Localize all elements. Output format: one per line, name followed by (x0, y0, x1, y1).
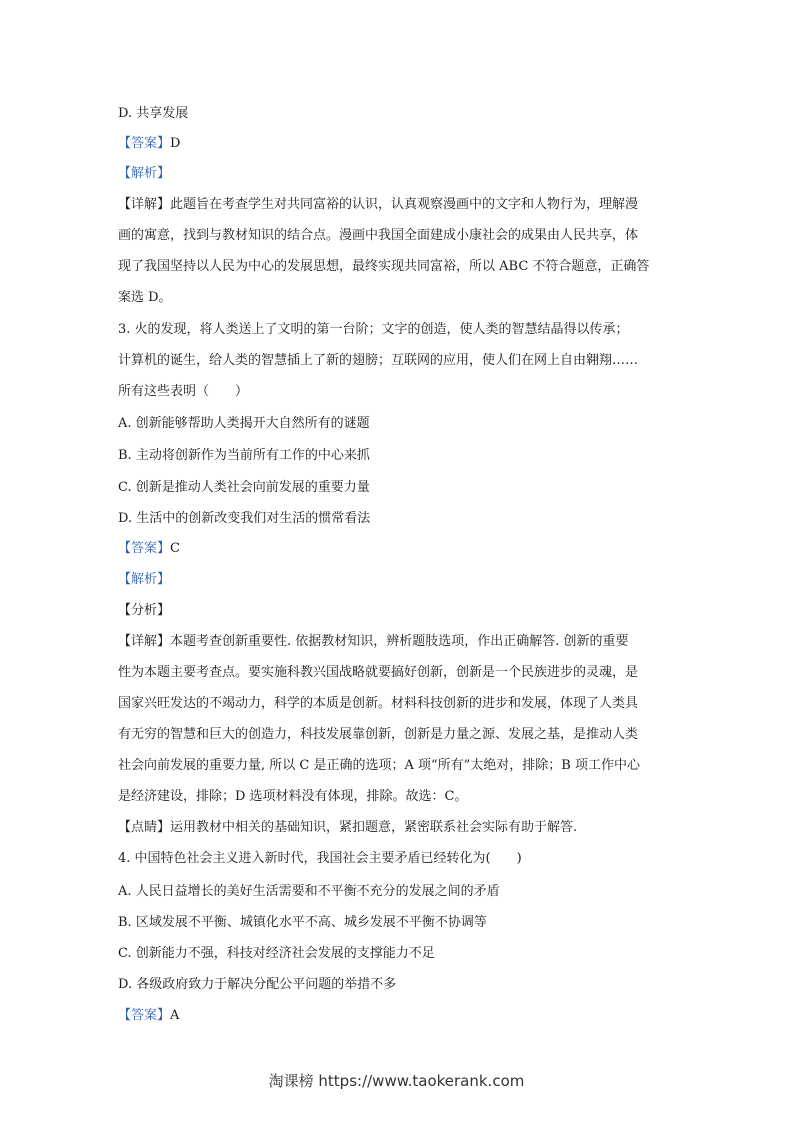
q4-option-a: A. 人民日益增长的美好生活需要和不平衡不充分的发展之间的矛盾 (118, 884, 500, 899)
q3-option-c: C. 创新是推动人类社会向前发展的重要力量 (118, 480, 370, 495)
answer-value: D (170, 136, 181, 151)
q3-option-b: B. 主动将创新作为当前所有工作的中心来抓 (118, 448, 370, 463)
q3-detail-line-4: 有无穷的智慧和巨大的创造力，科技发展靠创新，创新是力量之源、发展之基，是推动人类 (118, 727, 639, 742)
q3-answer (118, 539, 180, 559)
q3-fenxi-tag: 【分析】 (118, 603, 171, 618)
q3-detail-line-6: 是经济建设，排除；D 选项材料没有体现，排除。故选：C。 (118, 789, 468, 804)
answer-value: A (170, 1008, 180, 1023)
q3-analysis-tag: 【解析】 (118, 572, 171, 587)
q3-stem-line-1: 3. 火的发现，将人类送上了文明的第一台阶；文字的创造，使人类的智慧结晶得以传承； (118, 322, 629, 337)
answer-tag: 【答案】 (118, 1008, 171, 1023)
answer-tag: 【答案】 (118, 541, 171, 556)
q2-option-d: D. 共享发展 (118, 106, 189, 121)
q3-stem-line-3: 所有这些表明（ ） (118, 384, 249, 399)
q4-answer (118, 1006, 179, 1026)
q4-option-d: D. 各级政府致力于解决分配公平问题的举措不多 (118, 977, 397, 992)
q2-answer (118, 134, 180, 154)
dianjing-tag: 【点睛】 (118, 820, 171, 835)
q2-detail-line-3: 现了我国坚持以人民为中心的发展思想，最终实现共同富裕，所以 ABC 不符合题意，正确答 (118, 259, 650, 274)
q3-dianjing: 【点睛】运用教材中相关的基础知识，紧扣题意，紧密联系社会实际有助于解答. (118, 820, 578, 835)
q2-analysis-tag: 【解析】 (118, 166, 171, 181)
q4-option-c: C. 创新能力不强，科技对经济社会发展的支撑能力不足 (118, 946, 435, 961)
q3-detail-line-2: 性为本题主要考查点。要实施科教兴国战略就要搞好创新，创新是一个民族进步的灵魂，是 (118, 665, 639, 680)
detail-tag: 【详解】 (118, 634, 171, 649)
answer-tag: 【答案】 (118, 136, 171, 151)
detail-tag: 【详解】 (118, 197, 171, 212)
answer-value: C (170, 541, 180, 556)
q4-stem: 4. 中国特色社会主义进入新时代，我国社会主要矛盾已经转化为( ) (118, 851, 522, 866)
q3-detail-line-5: 社会向前发展的重要力量, 所以 C 是正确的选项；A 项“所有”太绝对，排除；B 项工作中心 (118, 758, 640, 773)
q2-detail-line-4: 案选 D。 (118, 290, 172, 305)
q2-detail-line-2: 画的寓意，找到与教材知识的结合点。漫画中我国全面建成小康社会的成果由人民共享，体 (118, 228, 639, 243)
q3-option-a: A. 创新能够帮助人类揭开大自然所有的谜题 (118, 416, 370, 431)
q3-option-d: D. 生活中的创新改变我们对生活的惯常看法 (118, 511, 371, 526)
q3-detail-line-1: 【详解】本题考查创新重要性. 依据教材知识，辨析题肢选项，作出正确解答. 创新的重要 (118, 634, 629, 649)
q3-stem-line-2: 计算机的诞生，给人类的智慧插上了新的翅膀；互联网的应用，使人们在网上自由翱翔…… (118, 353, 639, 368)
q3-detail-line-3: 国家兴旺发达的不竭动力，科学的本质是创新。材料科技创新的进步和发展，体现了人类具 (118, 696, 639, 711)
q4-option-b: B. 区域发展不平衡、城镇化水平不高、城乡发展不平衡不协调等 (118, 915, 487, 930)
footer-watermark: 淘课榜 https://www.taokerank.com (268, 1072, 525, 1090)
q2-detail-line-1: 【详解】此题旨在考查学生对共同富裕的认识，认真观察漫画中的文字和人物行为，理解漫 (118, 197, 639, 212)
